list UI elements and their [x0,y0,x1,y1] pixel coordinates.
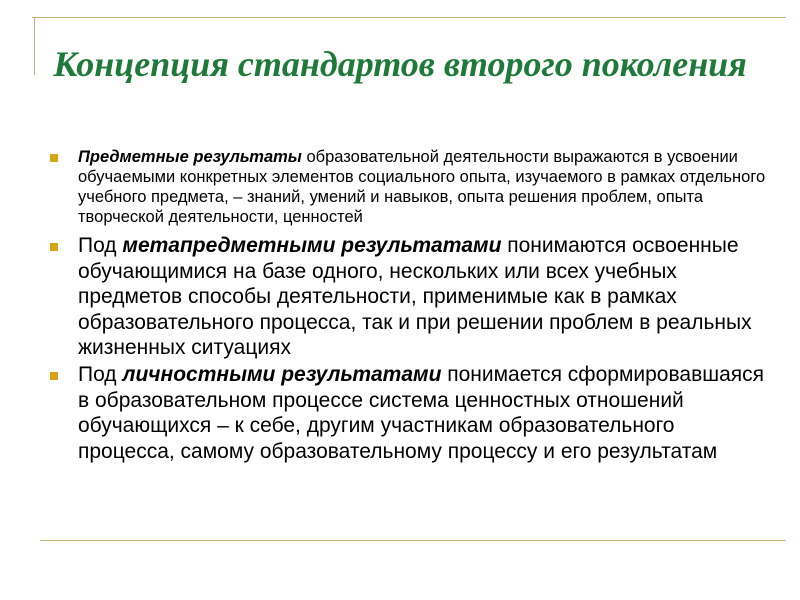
frame-bottom-line [40,540,786,541]
bullet-item-personal-results [50,362,772,464]
bullet-text: образовательной деятельности выражаются в усвоении обучаемыми конкретных элементов социального опыта, изучаемого в рамках отдельного учебного предмета, – знаний, умений и навыков, опыта решения проблем, опыта творческой деятельности, ценностей [78,148,766,226]
bullet-emphasis: метапредметными результатами [122,234,502,257]
frame-left-line [34,17,35,75]
bullet-text: понимается сформировавшаяся в образовательном процессе система ценностных отношений обучающихся – к себе, другим участникам образовательного процесса, самому образовательному процессу и его результатам [78,362,764,463]
bullet-prefix: Под [78,234,123,257]
frame-top-line [32,17,786,18]
square-bullet-icon [50,154,58,162]
bullet-emphasis: Предметные результаты [78,148,302,166]
bullet-emphasis: личностными результатами [122,362,442,386]
square-bullet-icon [50,372,58,380]
square-bullet-icon [50,243,58,251]
bullet-prefix: Под [78,362,123,386]
bullet-item-subject-results [50,147,772,227]
slide-title: Концепция стандартов второго поколения [53,44,747,84]
bullet-list [50,147,772,465]
bullet-item-metasubject-results [50,233,772,361]
bullet-text: понимаются освоенные обучающимися на базе одного, нескольких или всех учебных предметов способы деятельности, применимые как в рамках образовательного процесса, так и при решении проблем в реальных жизненных ситуациях [78,234,752,360]
